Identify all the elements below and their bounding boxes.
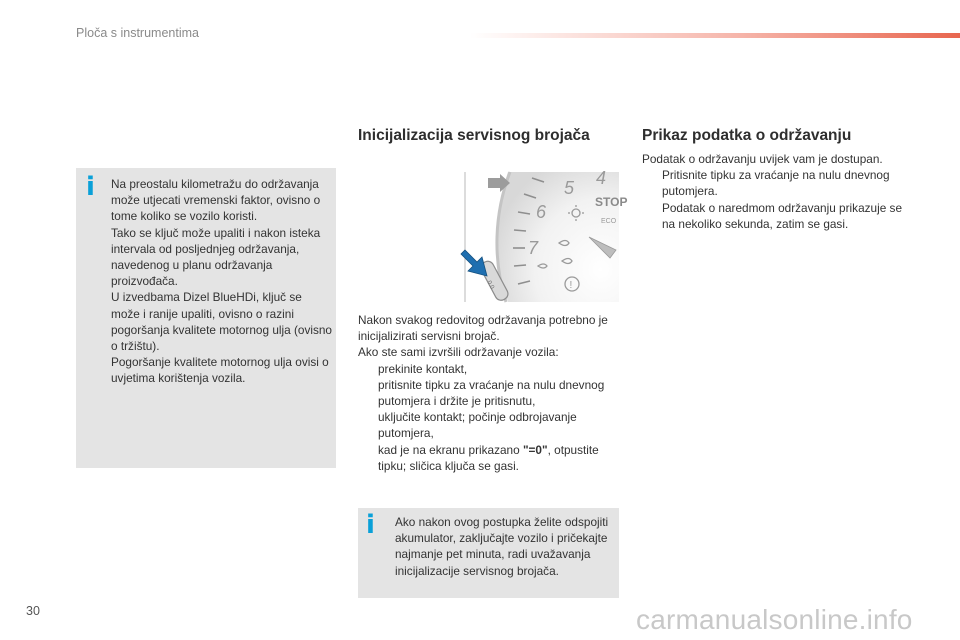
bullet-icon bbox=[358, 442, 378, 474]
info-paragraph: Na preostalu kilometražu do održavanja može utjecati vremenski faktor, ovisno o tome koliko se vozilo koristi. bbox=[111, 177, 321, 224]
list-item-text: prekinite kontakt, bbox=[378, 361, 468, 376]
trip-button-label: 0.0 bbox=[485, 280, 495, 291]
info-paragraph: Tako se ključ može upaliti i nakon isteka intervala od posljednjeg održavanja, navedenog u planu održavanja proizvođača. bbox=[111, 225, 321, 289]
page-number: 30 bbox=[26, 604, 40, 618]
info-icon: i bbox=[366, 510, 375, 540]
info-box-left bbox=[76, 168, 336, 468]
gauge-number: 6 bbox=[536, 202, 547, 222]
list-item-text-part: kad je na ekranu prikazano bbox=[378, 442, 523, 457]
svg-text:!: ! bbox=[569, 280, 573, 291]
list-item bbox=[358, 442, 622, 474]
list-item-text: uključite kontakt; počinje odbrojavanje putomjera, bbox=[378, 410, 577, 441]
list-item-text: Pritisnite tipku za vraćanje na nulu dnevnog putomjera. bbox=[662, 168, 890, 199]
note-text: Podatak o naredmom održavanju prikazuje se na nekoliko sekunda, zatim se gasi. bbox=[662, 200, 903, 231]
reset-instructions bbox=[358, 312, 622, 474]
intro-paragraph: Nakon svakog redovitog održavanja potrebno je inicijalizirati servisni brojač. bbox=[358, 313, 608, 344]
info-paragraph: Pogoršanje kvalitete motornog ulja ovisi o uvjetima korištenja vozila. bbox=[111, 355, 329, 386]
list-item-text bbox=[378, 442, 622, 474]
info-box-left-text bbox=[111, 176, 333, 387]
bullet-icon bbox=[358, 377, 378, 409]
instrument-cluster-illustration bbox=[358, 168, 628, 302]
list-item bbox=[358, 409, 622, 441]
page-header-title: Ploča s instrumentima bbox=[76, 26, 199, 40]
intro-paragraph: Podatak o održavanju uvijek vam je dostupan. bbox=[642, 152, 883, 166]
watermark-text: carmanualsonline.info bbox=[636, 604, 913, 635]
gauge-number: 7 bbox=[528, 238, 539, 258]
bullet-icon bbox=[358, 409, 378, 441]
list-item bbox=[358, 361, 622, 377]
info-icon: i bbox=[86, 172, 95, 202]
info-paragraph: Ako nakon ovog postupka želite odspojiti akumulator, zaključajte vozilo i pričekajte najmanje pet minuta, radi uvažavanja inicijalizacije servisnog brojača. bbox=[395, 515, 609, 578]
gauge-number: 5 bbox=[564, 178, 575, 198]
info-box-middle bbox=[358, 508, 619, 598]
info-box-middle-text bbox=[395, 514, 610, 579]
bullet-icon bbox=[358, 361, 378, 377]
list-item-text-part: , otpustite tipku; sličica ključa se gasi. bbox=[378, 442, 599, 473]
section-heading-reset: Inicijalizacija servisnog brojača bbox=[358, 127, 590, 144]
list-item-note bbox=[642, 200, 906, 232]
header-accent-bar bbox=[470, 33, 960, 38]
display-instructions bbox=[642, 151, 906, 232]
list-item-text: pritisnite tipku za vraćanje na nulu dnevnog putomjera i držite je pritisnutu, bbox=[378, 377, 605, 409]
display-value: "=0" bbox=[522, 442, 548, 457]
bullet-icon bbox=[642, 167, 662, 199]
list-item bbox=[358, 377, 622, 409]
gauge-number: 4 bbox=[596, 168, 607, 188]
info-paragraph: U izvedbama Dizel BlueHDi, ključ se može i ranije upaliti, ovisno o razini pogoršanja kvalitete motornog ulja (ovisno o tržištu). bbox=[111, 290, 332, 354]
list-item bbox=[642, 167, 906, 199]
gauge-stop-label: STOP bbox=[595, 195, 628, 209]
gauge-svg bbox=[358, 168, 628, 302]
intro-paragraph: Ako ste sami izvršili održavanje vozila: bbox=[358, 345, 559, 360]
section-heading-display: Prikaz podatka o održavanju bbox=[642, 127, 852, 144]
gauge-eco-label: ECO bbox=[601, 218, 617, 225]
